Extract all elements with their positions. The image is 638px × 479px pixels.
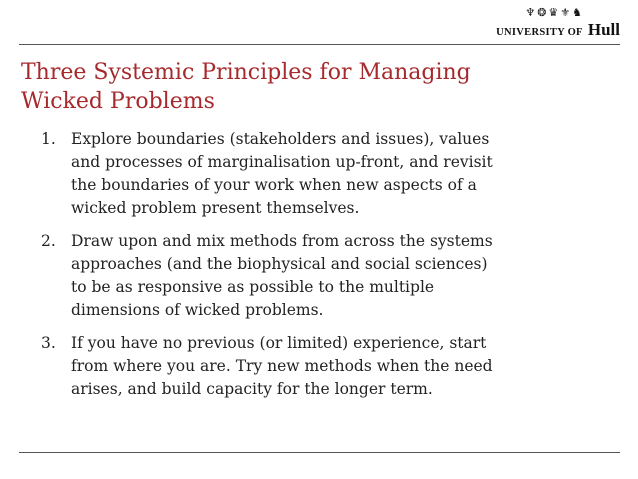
top-divider	[19, 44, 620, 45]
slide-title	[21, 58, 611, 116]
principle-line: and processes of marginalisation up-front, and revisit	[71, 153, 493, 171]
title-line-2: Wicked Problems	[21, 89, 215, 114]
principle-line: Draw upon and mix methods from across the systems	[71, 232, 493, 250]
principle-line: approaches (and the biophysical and social sciences)	[71, 255, 488, 273]
bottom-divider	[19, 452, 620, 453]
principle-number: 1.	[41, 130, 56, 148]
principle-line: from where you are. Try new methods when the need	[71, 357, 493, 375]
principle-line: Explore boundaries (stakeholders and issues), values	[71, 130, 490, 148]
principle-line: dimensions of wicked problems.	[71, 301, 324, 319]
principle-number: 3.	[41, 334, 56, 352]
principle-item-2	[41, 230, 621, 322]
principle-line: arises, and build capacity for the longer term.	[71, 380, 433, 398]
principle-number: 2.	[41, 232, 56, 250]
logo-wordmark	[496, 20, 620, 40]
principles-list	[41, 128, 621, 411]
principle-item-3	[41, 332, 621, 401]
title-line-1: Three Systemic Principles for Managing	[21, 60, 471, 85]
logo-university-of: UNIVERSITY OF	[496, 27, 583, 38]
principle-item-1	[41, 128, 621, 220]
principle-line: the boundaries of your work when new aspects of a	[71, 176, 477, 194]
logo-hull: Hull	[587, 20, 620, 39]
principle-line: wicked problem present themselves.	[71, 199, 360, 217]
crest-icons: ♆❂♛⚜♞	[525, 6, 584, 19]
principle-line: If you have no previous (or limited) experience, start	[71, 334, 487, 352]
principle-line: to be as responsive as possible to the multiple	[71, 278, 435, 296]
university-logo	[480, 6, 620, 39]
